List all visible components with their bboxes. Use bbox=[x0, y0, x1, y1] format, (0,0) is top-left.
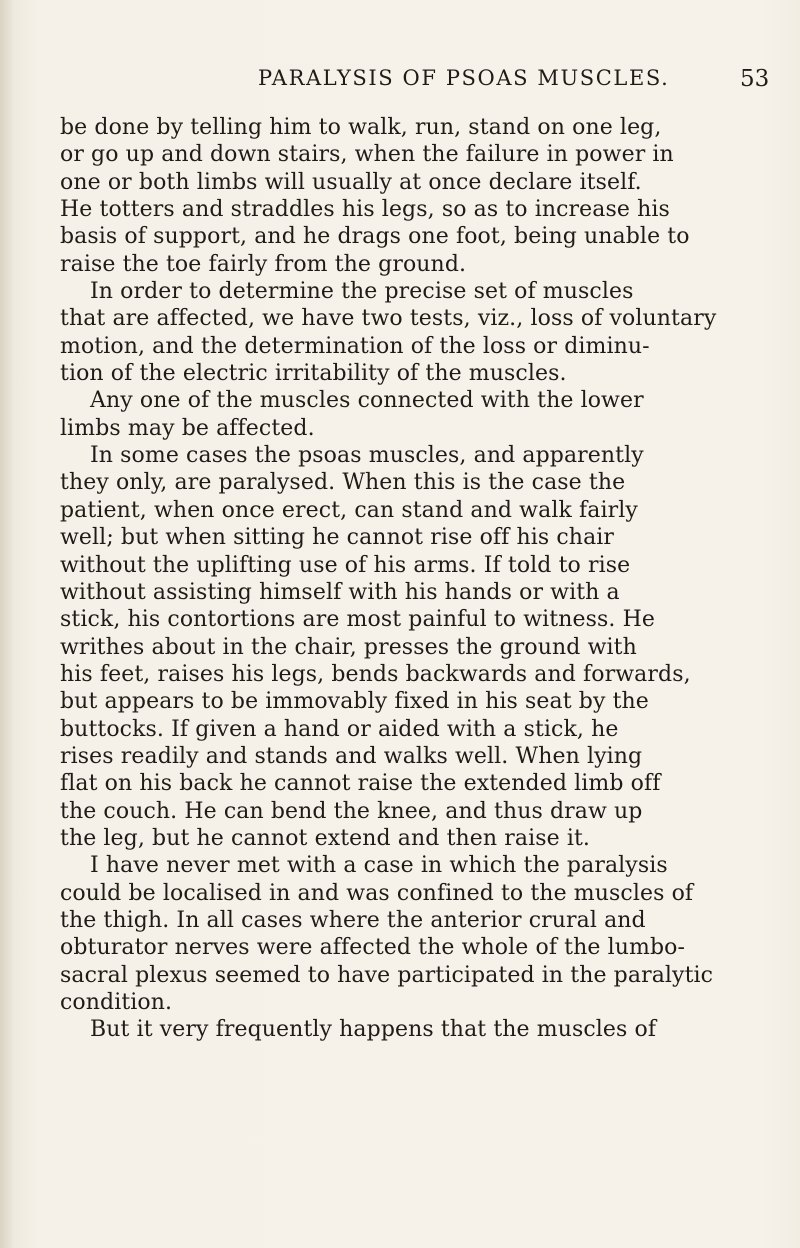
page-gutter-shadow bbox=[0, 0, 14, 1248]
text-line: flat on his back he cannot raise the extended limb off bbox=[60, 771, 661, 797]
paragraph-start-line: But it very frequently happens that the muscles of bbox=[90, 1017, 657, 1043]
text-line: stick, his contortions are most painful to witness. He bbox=[60, 607, 655, 633]
text-line: without assisting himself with his hands or with a bbox=[60, 579, 620, 605]
page-number: 53 bbox=[740, 66, 770, 92]
running-head bbox=[0, 66, 800, 96]
text-line: that are affected, we have two tests, viz., loss of voluntary bbox=[60, 306, 717, 332]
text-line: his feet, raises his legs, bends backwards and forwards, bbox=[60, 661, 691, 687]
text-line: writhes about in the chair, presses the ground with bbox=[60, 634, 637, 660]
paragraph-start-line: I have never met with a case in which the paralysis bbox=[90, 853, 668, 879]
text-line: He totters and straddles his legs, so as to increase his bbox=[60, 197, 670, 223]
running-title: PARALYSIS OF PSOAS MUSCLES. bbox=[258, 66, 670, 90]
text-line: rises readily and stands and walks well. When lying bbox=[60, 743, 643, 769]
text-line: they only, are paralysed. When this is the case the bbox=[60, 470, 626, 496]
text-line: well; but when sitting he cannot rise off his chair bbox=[60, 525, 615, 551]
text-line: condition. bbox=[60, 990, 173, 1015]
text-line: patient, when once erect, can stand and walk fairly bbox=[60, 497, 638, 523]
text-line: limbs may be affected. bbox=[60, 415, 315, 441]
paragraph-start-line: In order to determine the precise set of muscles bbox=[90, 279, 634, 305]
text-line: but appears to be immovably fixed in his seat by the bbox=[60, 689, 649, 715]
body-text bbox=[60, 114, 770, 1044]
text-line: be done by telling him to walk, run, stand on one leg, bbox=[60, 115, 662, 140]
text-line: tion of the electric irritability of the muscles. bbox=[60, 361, 567, 387]
text-line: without the uplifting use of his arms. If told to rise bbox=[60, 552, 631, 578]
text-line: the leg, but he cannot extend and then raise it. bbox=[60, 825, 590, 851]
paragraph-start-line: In some cases the psoas muscles, and apparently bbox=[90, 443, 644, 469]
text-line: one or both limbs will usually at once declare itself. bbox=[60, 169, 642, 195]
text-line: sacral plexus seemed to have participated in the paralytic bbox=[60, 962, 714, 988]
text-line: buttocks. If given a hand or aided with a stick, he bbox=[60, 716, 619, 742]
text-line: could be localised in and was confined to the muscles of bbox=[60, 880, 694, 906]
text-line: the thigh. In all cases where the anterior crural and bbox=[60, 907, 646, 933]
text-line: raise the toe fairly from the ground. bbox=[60, 251, 467, 277]
paragraph-start-line: Any one of the muscles connected with the lower bbox=[90, 388, 644, 414]
text-line: the couch. He can bend the knee, and thus draw up bbox=[60, 798, 643, 824]
text-line: or go up and down stairs, when the failure in power in bbox=[60, 142, 674, 168]
text-line: basis of support, and he drags one foot, being unable to bbox=[60, 224, 690, 250]
text-line: obturator nerves were affected the whole of the lumbo- bbox=[60, 935, 686, 961]
text-line: motion, and the determination of the loss or diminu- bbox=[60, 333, 650, 359]
